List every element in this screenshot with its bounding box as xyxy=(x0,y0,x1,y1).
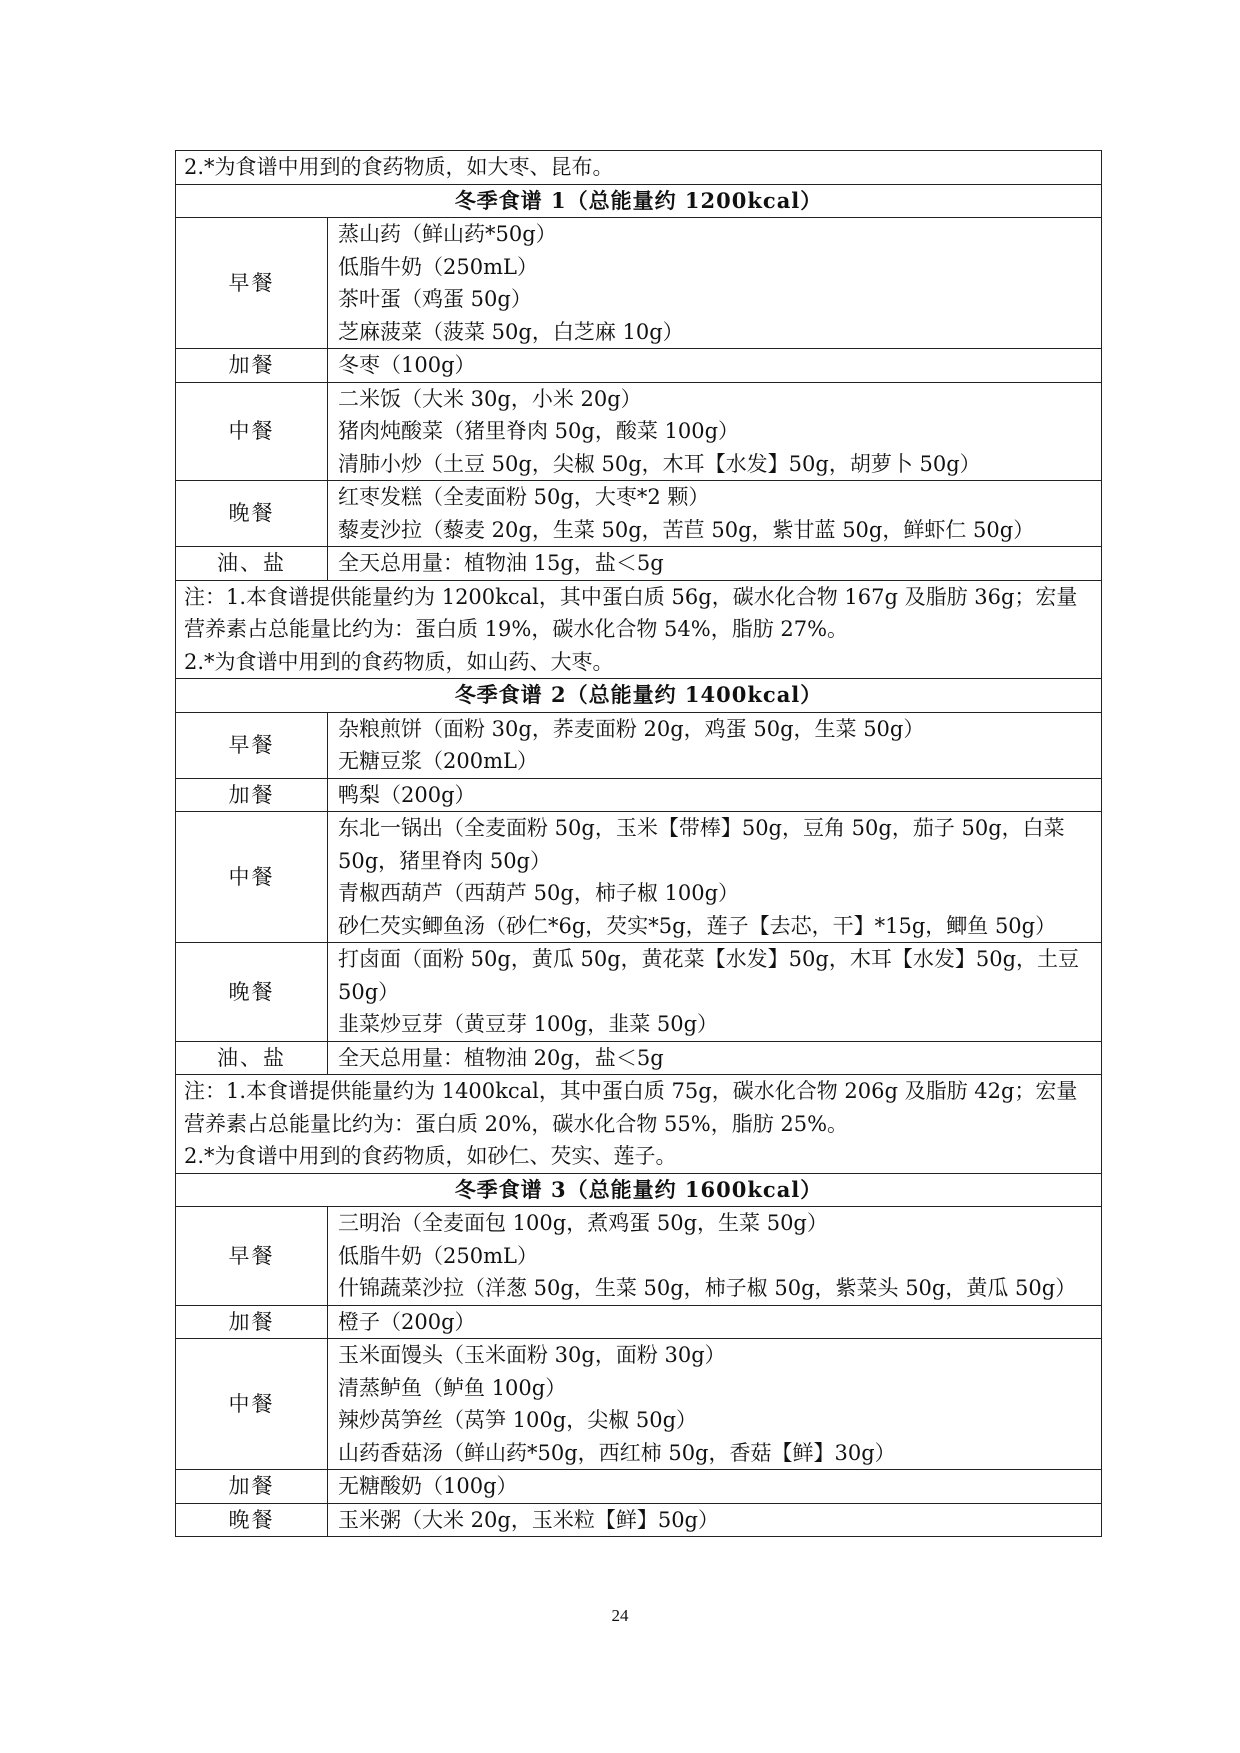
menu-title: 冬季食谱 3（总能量约 1600kcal） xyxy=(176,1173,1102,1207)
meal-row-snack xyxy=(176,1470,1102,1504)
note-cell xyxy=(176,580,1102,679)
dish-item: 青椒西葫芦（西葫芦 50g，柿子椒 100g） xyxy=(338,881,740,905)
meal-label: 早餐 xyxy=(176,1207,328,1306)
meal-label: 油、盐 xyxy=(176,547,328,581)
dish-item: 打卤面（面粉 50g，黄瓜 50g，黄花菜【水发】50g，木耳【水发】50g，土豆 50g） xyxy=(338,947,1080,1004)
note-line: 2.*为食谱中用到的食药物质，如山药、大枣。 xyxy=(184,649,614,674)
meal-items xyxy=(328,481,1102,547)
note-cell xyxy=(176,151,1102,185)
meal-row-snack xyxy=(176,778,1102,812)
dish-item: 杂粮煎饼（面粉 30g，荞麦面粉 20g，鸡蛋 50g，生菜 50g） xyxy=(338,716,925,741)
meal-row-dinner xyxy=(176,943,1102,1042)
meal-label: 晚餐 xyxy=(176,1503,328,1537)
dish-item: 红枣发糕（全麦面粉 50g，大枣*2 颗） xyxy=(338,485,710,509)
meal-label: 油、盐 xyxy=(176,1041,328,1075)
dish-item: 藜麦沙拉（藜麦 20g，生菜 50g，苦苣 50g，紫甘蓝 50g，鲜虾仁 50g） xyxy=(338,517,1035,542)
meal-label: 中餐 xyxy=(176,1339,328,1470)
menu-table xyxy=(175,150,1102,1537)
dish-item: 全天总用量：植物油 20g，盐＜5g xyxy=(338,1045,664,1070)
dish-item: 玉米面馒头（玉米面粉 30g，面粉 30g） xyxy=(338,1343,726,1367)
dish-item: 蒸山药（鲜山药*50g） xyxy=(338,222,557,246)
meal-row-breakfast xyxy=(176,712,1102,778)
dish-item: 橙子（200g） xyxy=(338,1309,476,1334)
meal-label: 早餐 xyxy=(176,218,328,349)
meal-items xyxy=(328,218,1102,349)
note-line: 2.*为食谱中用到的食药物质，如大枣、昆布。 xyxy=(184,155,614,179)
meal-label: 加餐 xyxy=(176,778,328,812)
meal-row-lunch xyxy=(176,382,1102,481)
meal-items xyxy=(328,778,1102,812)
note-cell xyxy=(176,1075,1102,1174)
dish-item: 山药香菇汤（鲜山药*50g，西红柿 50g，香菇【鲜】30g） xyxy=(338,1440,896,1465)
page-number: 24 xyxy=(611,1606,629,1625)
dish-item: 东北一锅出（全麦面粉 50g，玉米【带棒】50g，豆角 50g，茄子 50g，白菜 50g，猪里脊肉 50g） xyxy=(338,816,1065,873)
dish-item: 茶叶蛋（鸡蛋 50g） xyxy=(338,287,532,311)
meal-row-breakfast xyxy=(176,1207,1102,1306)
note-line: 注：1.本食谱提供能量约为 1400kcal，其中蛋白质 75g，碳水化合物 206g 及脂肪 42g；宏量营养素占总能量比约为：蛋白质 20%，碳水化合物 55%，脂肪 25%。 xyxy=(184,1079,1078,1136)
meal-items xyxy=(328,1470,1102,1504)
note-row xyxy=(176,1075,1102,1174)
dish-item: 无糖豆浆（200mL） xyxy=(338,749,538,773)
dish-item: 清肺小炒（土豆 50g，尖椒 50g，木耳【水发】50g，胡萝卜 50g） xyxy=(338,451,981,476)
dish-item: 砂仁芡实鲫鱼汤（砂仁*6g，芡实*5g，莲子【去芯，干】*15g，鲫鱼 50g） xyxy=(338,913,1057,938)
dish-item: 玉米粥（大米 20g，玉米粒【鲜】50g） xyxy=(338,1507,720,1532)
meal-row-lunch xyxy=(176,1339,1102,1470)
meal-row-dinner xyxy=(176,481,1102,547)
meal-label: 晚餐 xyxy=(176,943,328,1042)
menu-title: 冬季食谱 2（总能量约 1400kcal） xyxy=(176,679,1102,713)
meal-row-snack xyxy=(176,349,1102,383)
meal-row-oil-salt xyxy=(176,1041,1102,1075)
dish-item: 低脂牛奶（250mL） xyxy=(338,1243,538,1268)
dish-item: 清蒸鲈鱼（鲈鱼 100g） xyxy=(338,1375,567,1400)
meal-label: 加餐 xyxy=(176,1305,328,1339)
meal-label: 晚餐 xyxy=(176,481,328,547)
menu-title-row xyxy=(176,1173,1102,1207)
meal-items xyxy=(328,349,1102,383)
dish-item: 辣炒莴笋丝（莴笋 100g，尖椒 50g） xyxy=(338,1408,698,1432)
meal-items xyxy=(328,812,1102,943)
dish-item: 猪肉炖酸菜（猪里脊肉 50g，酸菜 100g） xyxy=(338,419,740,443)
meal-items xyxy=(328,1339,1102,1470)
menu-title-row xyxy=(176,184,1102,218)
meal-row-lunch xyxy=(176,812,1102,943)
meal-label: 加餐 xyxy=(176,1470,328,1504)
dish-item: 二米饭（大米 30g，小米 20g） xyxy=(338,386,642,411)
dish-item: 什锦蔬菜沙拉（洋葱 50g，生菜 50g，柿子椒 50g，紫菜头 50g，黄瓜 50g） xyxy=(338,1276,1077,1300)
menu-title: 冬季食谱 1（总能量约 1200kcal） xyxy=(176,184,1102,218)
note-line: 2.*为食谱中用到的食药物质，如砂仁、芡实、莲子。 xyxy=(184,1144,677,1168)
meal-label: 早餐 xyxy=(176,712,328,778)
dish-item: 三明治（全麦面包 100g，煮鸡蛋 50g，生菜 50g） xyxy=(338,1211,828,1235)
meal-label: 中餐 xyxy=(176,382,328,481)
note-row xyxy=(176,580,1102,679)
meal-items xyxy=(328,943,1102,1042)
dish-item: 全天总用量：植物油 15g，盐＜5g xyxy=(338,551,664,575)
meal-row-dinner xyxy=(176,1503,1102,1537)
dish-item: 无糖酸奶（100g） xyxy=(338,1474,518,1498)
meal-items xyxy=(328,1305,1102,1339)
meal-row-breakfast xyxy=(176,218,1102,349)
meal-label: 加餐 xyxy=(176,349,328,383)
menu-title-row xyxy=(176,679,1102,713)
dish-item: 鸭梨（200g） xyxy=(338,782,476,807)
meal-items xyxy=(328,382,1102,481)
meal-items xyxy=(328,712,1102,778)
meal-items xyxy=(328,1503,1102,1537)
meal-items xyxy=(328,547,1102,581)
meal-row-snack xyxy=(176,1305,1102,1339)
dish-item: 冬枣（100g） xyxy=(338,353,476,377)
dish-item: 芝麻菠菜（菠菜 50g，白芝麻 10g） xyxy=(338,319,684,344)
meal-items xyxy=(328,1207,1102,1306)
meal-label: 中餐 xyxy=(176,812,328,943)
dish-item: 韭菜炒豆芽（黄豆芽 100g，韭菜 50g） xyxy=(338,1012,719,1036)
note-line: 注：1.本食谱提供能量约为 1200kcal，其中蛋白质 56g，碳水化合物 167g 及脂肪 36g；宏量营养素占总能量比约为：蛋白质 19%，碳水化合物 54%，脂肪 27%。 xyxy=(184,584,1078,641)
dish-item: 低脂牛奶（250mL） xyxy=(338,254,538,279)
meal-row-oil-salt xyxy=(176,547,1102,581)
note-row xyxy=(176,151,1102,185)
meal-items xyxy=(328,1041,1102,1075)
